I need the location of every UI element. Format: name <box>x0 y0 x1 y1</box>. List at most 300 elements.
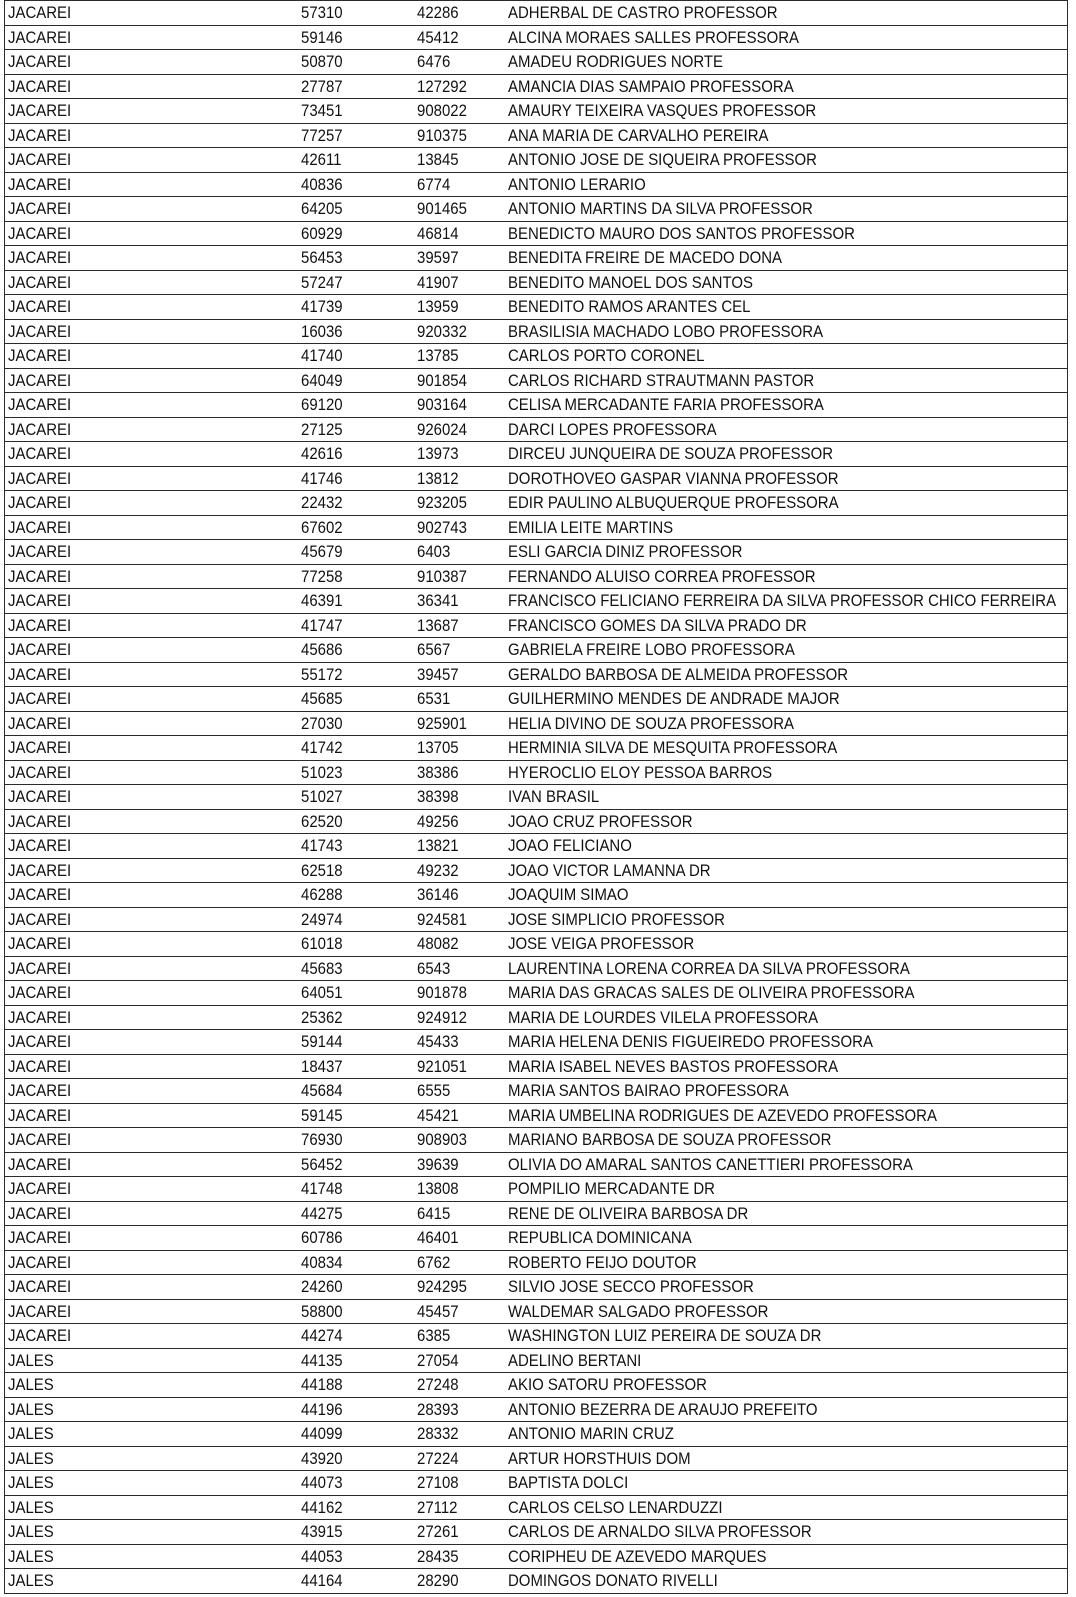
cie-code-text: 27054 <box>416 1350 459 1370</box>
table-row <box>5 1250 1068 1275</box>
municipality-cell <box>5 197 298 222</box>
cie-code-cell <box>414 1103 505 1128</box>
code-cell <box>298 417 414 442</box>
cie-code-cell <box>414 148 505 173</box>
code-text: 51027 <box>300 787 343 807</box>
table-row <box>5 270 1068 295</box>
school-name-text: JOSE SIMPLICIO PROFESSOR <box>507 909 725 929</box>
school-name-text: DARCI LOPES PROFESSORA <box>507 419 717 439</box>
cie-code-cell <box>414 1079 505 1104</box>
school-name-text: MARIA SANTOS BAIRAO PROFESSORA <box>507 1081 789 1101</box>
municipality-text: JACAREI <box>8 885 72 905</box>
table-row <box>5 1544 1068 1569</box>
table-row <box>5 662 1068 687</box>
table-row <box>5 883 1068 908</box>
code-cell <box>298 662 414 687</box>
cie-code-cell <box>414 221 505 246</box>
municipality-cell <box>5 662 298 687</box>
cie-code-cell <box>414 1177 505 1202</box>
school-name-text: JOSE VEIGA PROFESSOR <box>507 934 694 954</box>
school-name-text: HERMINIA SILVA DE MESQUITA PROFESSORA <box>507 738 837 758</box>
school-name-text: WALDEMAR SALGADO PROFESSOR <box>507 1301 768 1321</box>
cie-code-cell <box>414 932 505 957</box>
cie-code-cell <box>414 956 505 981</box>
school-name-cell <box>505 809 1068 834</box>
municipality-cell <box>5 1397 298 1422</box>
code-text: 42616 <box>300 444 343 464</box>
school-name-text: AMADEU RODRIGUES NORTE <box>507 52 723 72</box>
municipality-cell <box>5 1005 298 1030</box>
table-row <box>5 1397 1068 1422</box>
table-row <box>5 148 1068 173</box>
table-row <box>5 1177 1068 1202</box>
school-name-text: GUILHERMINO MENDES DE ANDRADE MAJOR <box>507 689 840 709</box>
school-table <box>4 0 1068 1594</box>
table-row <box>5 319 1068 344</box>
table-row <box>5 123 1068 148</box>
municipality-text: JALES <box>8 1375 54 1395</box>
school-name-cell <box>505 613 1068 638</box>
cie-code-text: 6385 <box>416 1326 450 1346</box>
school-name-text: FRANCISCO GOMES DA SILVA PRADO DR <box>507 615 807 635</box>
school-name-text: BENEDICTO MAURO DOS SANTOS PROFESSOR <box>507 223 855 243</box>
municipality-cell <box>5 1226 298 1251</box>
cie-code-cell <box>414 515 505 540</box>
cie-code-cell <box>414 417 505 442</box>
table-row <box>5 1422 1068 1447</box>
school-name-cell <box>505 1544 1068 1569</box>
table-row <box>5 785 1068 810</box>
municipality-cell <box>5 711 298 736</box>
cie-code-text: 6543 <box>416 958 450 978</box>
school-name-text: BRASILISIA MACHADO LOBO PROFESSORA <box>507 321 823 341</box>
cie-code-cell <box>414 1348 505 1373</box>
municipality-text: JALES <box>8 1448 54 1468</box>
municipality-cell <box>5 417 298 442</box>
code-text: 56453 <box>300 248 343 268</box>
school-name-cell <box>505 1103 1068 1128</box>
code-text: 44196 <box>300 1399 343 1419</box>
code-text: 57310 <box>300 3 343 23</box>
table-row <box>5 1005 1068 1030</box>
school-name-cell <box>505 1201 1068 1226</box>
municipality-text: JACAREI <box>8 174 72 194</box>
school-name-cell <box>505 883 1068 908</box>
cie-code-cell <box>414 883 505 908</box>
municipality-text: JALES <box>8 1497 54 1517</box>
table-row <box>5 981 1068 1006</box>
cie-code-cell <box>414 1128 505 1153</box>
cie-code-cell <box>414 1446 505 1471</box>
municipality-cell <box>5 246 298 271</box>
school-name-text: JOAO CRUZ PROFESSOR <box>507 811 693 831</box>
cie-code-cell <box>414 123 505 148</box>
municipality-cell <box>5 1299 298 1324</box>
code-text: 77257 <box>300 125 343 145</box>
code-text: 24974 <box>300 909 343 929</box>
cie-code-cell <box>414 760 505 785</box>
cie-code-text: 6531 <box>416 689 450 709</box>
municipality-text: JACAREI <box>8 52 72 72</box>
cie-code-text: 28332 <box>416 1424 459 1444</box>
cie-code-text: 908903 <box>416 1130 467 1150</box>
cie-code-text: 45412 <box>416 27 459 47</box>
cie-code-cell <box>414 344 505 369</box>
school-name-text: FRANCISCO FELICIANO FERREIRA DA SILVA PROFESSOR CHICO FERREIRA <box>507 591 1056 611</box>
code-cell <box>298 736 414 761</box>
cie-code-cell <box>414 295 505 320</box>
municipality-text: JALES <box>8 1424 54 1444</box>
school-name-text: REPUBLICA DOMINICANA <box>507 1228 692 1248</box>
table-row <box>5 809 1068 834</box>
school-name-cell <box>505 442 1068 467</box>
school-name-cell <box>505 1275 1068 1300</box>
school-name-cell <box>505 417 1068 442</box>
cie-code-text: 920332 <box>416 321 467 341</box>
municipality-cell <box>5 1471 298 1496</box>
school-name-text: BAPTISTA DOLCI <box>507 1473 628 1493</box>
cie-code-text: 13687 <box>416 615 459 635</box>
code-text: 44073 <box>300 1473 343 1493</box>
school-name-text: AKIO SATORU PROFESSOR <box>507 1375 707 1395</box>
table-row <box>5 932 1068 957</box>
code-cell <box>298 99 414 124</box>
municipality-text: JACAREI <box>8 983 72 1003</box>
table-row <box>5 417 1068 442</box>
school-name-text: DOROTHOVEO GASPAR VIANNA PROFESSOR <box>507 468 839 488</box>
cie-code-cell <box>414 687 505 712</box>
cie-code-text: 13808 <box>416 1179 459 1199</box>
school-name-cell <box>505 491 1068 516</box>
code-cell <box>298 1495 414 1520</box>
municipality-text: JACAREI <box>8 444 72 464</box>
code-text: 44164 <box>300 1571 343 1591</box>
code-cell <box>298 148 414 173</box>
school-name-text: DIRCEU JUNQUEIRA DE SOUZA PROFESSOR <box>507 444 833 464</box>
municipality-cell <box>5 1054 298 1079</box>
municipality-cell <box>5 1422 298 1447</box>
code-cell <box>298 344 414 369</box>
municipality-cell <box>5 907 298 932</box>
code-cell <box>298 172 414 197</box>
cie-code-cell <box>414 1005 505 1030</box>
code-text: 62518 <box>300 860 343 880</box>
table-row <box>5 1324 1068 1349</box>
school-name-text: CELISA MERCADANTE FARIA PROFESSORA <box>507 395 824 415</box>
municipality-cell <box>5 1201 298 1226</box>
table-row <box>5 442 1068 467</box>
code-text: 45685 <box>300 689 343 709</box>
municipality-cell <box>5 1495 298 1520</box>
school-name-text: MARIA ISABEL NEVES BASTOS PROFESSORA <box>507 1056 838 1076</box>
school-name-cell <box>505 197 1068 222</box>
cie-code-cell <box>414 1520 505 1545</box>
municipality-text: JACAREI <box>8 1081 72 1101</box>
code-cell <box>298 589 414 614</box>
school-name-cell <box>505 1348 1068 1373</box>
code-cell <box>298 760 414 785</box>
school-name-cell <box>505 564 1068 589</box>
municipality-text: JACAREI <box>8 1154 72 1174</box>
municipality-cell <box>5 1103 298 1128</box>
cie-code-cell <box>414 442 505 467</box>
table-row <box>5 858 1068 883</box>
municipality-cell <box>5 883 298 908</box>
code-text: 73451 <box>300 101 343 121</box>
code-text: 50870 <box>300 52 343 72</box>
table-row <box>5 589 1068 614</box>
cie-code-text: 6567 <box>416 640 450 660</box>
cie-code-cell <box>414 197 505 222</box>
municipality-cell <box>5 785 298 810</box>
table-row <box>5 760 1068 785</box>
cie-code-cell <box>414 711 505 736</box>
municipality-cell <box>5 1275 298 1300</box>
cie-code-text: 28290 <box>416 1571 459 1591</box>
municipality-text: JALES <box>8 1350 54 1370</box>
school-name-text: HELIA DIVINO DE SOUZA PROFESSORA <box>507 713 794 733</box>
code-text: 41740 <box>300 346 343 366</box>
code-cell <box>298 1103 414 1128</box>
code-text: 24260 <box>300 1277 343 1297</box>
cie-code-cell <box>414 809 505 834</box>
code-text: 44053 <box>300 1546 343 1566</box>
table-row <box>5 50 1068 75</box>
school-name-cell <box>505 1569 1068 1594</box>
table-row <box>5 736 1068 761</box>
school-name-text: MARIA DE LOURDES VILELA PROFESSORA <box>507 1007 818 1027</box>
municipality-text: JALES <box>8 1522 54 1542</box>
code-cell <box>298 711 414 736</box>
code-text: 44188 <box>300 1375 343 1395</box>
municipality-text: JACAREI <box>8 272 72 292</box>
code-cell <box>298 1030 414 1055</box>
table-row <box>5 711 1068 736</box>
code-text: 44099 <box>300 1424 343 1444</box>
municipality-cell <box>5 834 298 859</box>
municipality-cell <box>5 736 298 761</box>
cie-code-cell <box>414 1324 505 1349</box>
cie-code-text: 39639 <box>416 1154 459 1174</box>
municipality-cell <box>5 1079 298 1104</box>
code-cell <box>298 246 414 271</box>
school-name-cell <box>505 319 1068 344</box>
school-name-cell <box>505 736 1068 761</box>
code-text: 62520 <box>300 811 343 831</box>
cie-code-cell <box>414 491 505 516</box>
cie-code-text: 910375 <box>416 125 467 145</box>
code-cell <box>298 221 414 246</box>
school-name-text: IVAN BRASIL <box>507 787 599 807</box>
cie-code-cell <box>414 834 505 859</box>
code-cell <box>298 907 414 932</box>
code-text: 69120 <box>300 395 343 415</box>
cie-code-cell <box>414 613 505 638</box>
code-cell <box>298 1226 414 1251</box>
municipality-cell <box>5 1373 298 1398</box>
school-name-cell <box>505 1422 1068 1447</box>
school-name-cell <box>505 687 1068 712</box>
cie-code-cell <box>414 589 505 614</box>
school-name-text: EMILIA LEITE MARTINS <box>507 517 673 537</box>
cie-code-cell <box>414 393 505 418</box>
school-name-cell <box>505 1054 1068 1079</box>
municipality-cell <box>5 1030 298 1055</box>
cie-code-text: 925901 <box>416 713 467 733</box>
municipality-text: JACAREI <box>8 1301 72 1321</box>
table-row <box>5 368 1068 393</box>
table-row <box>5 466 1068 491</box>
cie-code-text: 13959 <box>416 297 459 317</box>
school-name-cell <box>505 246 1068 271</box>
table-row <box>5 344 1068 369</box>
table-row <box>5 907 1068 932</box>
table-row <box>5 1128 1068 1153</box>
cie-code-cell <box>414 1250 505 1275</box>
municipality-cell <box>5 25 298 50</box>
code-cell <box>298 1569 414 1594</box>
cie-code-text: 13705 <box>416 738 459 758</box>
school-name-text: CARLOS RICHARD STRAUTMANN PASTOR <box>507 370 814 390</box>
municipality-text: JACAREI <box>8 199 72 219</box>
code-text: 40834 <box>300 1252 343 1272</box>
code-text: 25362 <box>300 1007 343 1027</box>
municipality-cell <box>5 319 298 344</box>
cie-code-cell <box>414 1373 505 1398</box>
code-text: 42611 <box>300 150 341 170</box>
municipality-cell <box>5 540 298 565</box>
municipality-text: JACAREI <box>8 321 72 341</box>
code-cell <box>298 1128 414 1153</box>
municipality-cell <box>5 368 298 393</box>
cie-code-text: 6762 <box>416 1252 450 1272</box>
table-row <box>5 1299 1068 1324</box>
code-cell <box>298 466 414 491</box>
school-name-cell <box>505 907 1068 932</box>
cie-code-cell <box>414 368 505 393</box>
municipality-cell <box>5 393 298 418</box>
municipality-text: JACAREI <box>8 1277 72 1297</box>
cie-code-text: 910387 <box>416 566 467 586</box>
code-cell <box>298 197 414 222</box>
table-row <box>5 515 1068 540</box>
municipality-text: JACAREI <box>8 591 72 611</box>
code-text: 27030 <box>300 713 343 733</box>
cie-code-cell <box>414 736 505 761</box>
municipality-text: JACAREI <box>8 762 72 782</box>
school-name-cell <box>505 1520 1068 1545</box>
school-name-cell <box>505 981 1068 1006</box>
table-row <box>5 1152 1068 1177</box>
table-row <box>5 1 1068 26</box>
code-text: 27125 <box>300 419 343 439</box>
school-name-cell <box>505 1128 1068 1153</box>
school-name-text: MARIA HELENA DENIS FIGUEIREDO PROFESSORA <box>507 1032 873 1052</box>
cie-code-text: 46401 <box>416 1228 459 1248</box>
school-name-cell <box>505 1495 1068 1520</box>
table-row <box>5 1201 1068 1226</box>
code-cell <box>298 491 414 516</box>
municipality-cell <box>5 1128 298 1153</box>
municipality-text: JACAREI <box>8 713 72 733</box>
municipality-cell <box>5 270 298 295</box>
cie-code-cell <box>414 74 505 99</box>
table-row <box>5 613 1068 638</box>
school-name-text: ADELINO BERTANI <box>507 1350 641 1370</box>
municipality-text: JACAREI <box>8 860 72 880</box>
municipality-text: JACAREI <box>8 248 72 268</box>
cie-code-cell <box>414 1201 505 1226</box>
school-name-cell <box>505 858 1068 883</box>
school-name-text: JOAQUIM SIMAO <box>507 885 629 905</box>
code-cell <box>298 515 414 540</box>
municipality-cell <box>5 221 298 246</box>
table-row <box>5 1373 1068 1398</box>
cie-code-text: 903164 <box>416 395 467 415</box>
table-row <box>5 1103 1068 1128</box>
municipality-text: JALES <box>8 1473 54 1493</box>
code-text: 59145 <box>300 1105 343 1125</box>
code-text: 67602 <box>300 517 343 537</box>
code-cell <box>298 1079 414 1104</box>
municipality-cell <box>5 1177 298 1202</box>
cie-code-text: 13785 <box>416 346 459 366</box>
cie-code-text: 36146 <box>416 885 459 905</box>
municipality-text: JACAREI <box>8 787 72 807</box>
cie-code-text: 38398 <box>416 787 459 807</box>
municipality-text: JACAREI <box>8 664 72 684</box>
code-text: 18437 <box>300 1056 343 1076</box>
school-name-cell <box>505 295 1068 320</box>
school-name-cell <box>505 956 1068 981</box>
code-text: 64051 <box>300 983 343 1003</box>
municipality-text: JACAREI <box>8 395 72 415</box>
school-name-cell <box>505 148 1068 173</box>
code-text: 43920 <box>300 1448 343 1468</box>
school-name-cell <box>505 1397 1068 1422</box>
code-text: 45679 <box>300 542 343 562</box>
code-cell <box>298 956 414 981</box>
school-name-cell <box>505 344 1068 369</box>
table-body <box>5 1 1068 1594</box>
code-cell <box>298 442 414 467</box>
cie-code-text: 46814 <box>416 223 459 243</box>
cie-code-text: 38386 <box>416 762 459 782</box>
school-name-cell <box>505 1030 1068 1055</box>
school-name-cell <box>505 270 1068 295</box>
school-name-text: GABRIELA FREIRE LOBO PROFESSORA <box>507 640 795 660</box>
code-cell <box>298 809 414 834</box>
cie-code-cell <box>414 1569 505 1594</box>
code-cell <box>298 1 414 26</box>
school-name-cell <box>505 785 1068 810</box>
municipality-cell <box>5 1348 298 1373</box>
code-text: 16036 <box>300 321 343 341</box>
school-name-text: ANTONIO BEZERRA DE ARAUJO PREFEITO <box>507 1399 818 1419</box>
cie-code-cell <box>414 564 505 589</box>
cie-code-text: 13812 <box>416 468 459 488</box>
municipality-cell <box>5 1569 298 1594</box>
code-cell <box>298 1446 414 1471</box>
municipality-cell <box>5 809 298 834</box>
municipality-text: JACAREI <box>8 517 72 537</box>
school-name-cell <box>505 393 1068 418</box>
code-text: 44275 <box>300 1203 343 1223</box>
municipality-cell <box>5 99 298 124</box>
cie-code-text: 901465 <box>416 199 467 219</box>
school-name-text: WASHINGTON LUIZ PEREIRA DE SOUZA DR <box>507 1326 821 1346</box>
cie-code-cell <box>414 50 505 75</box>
